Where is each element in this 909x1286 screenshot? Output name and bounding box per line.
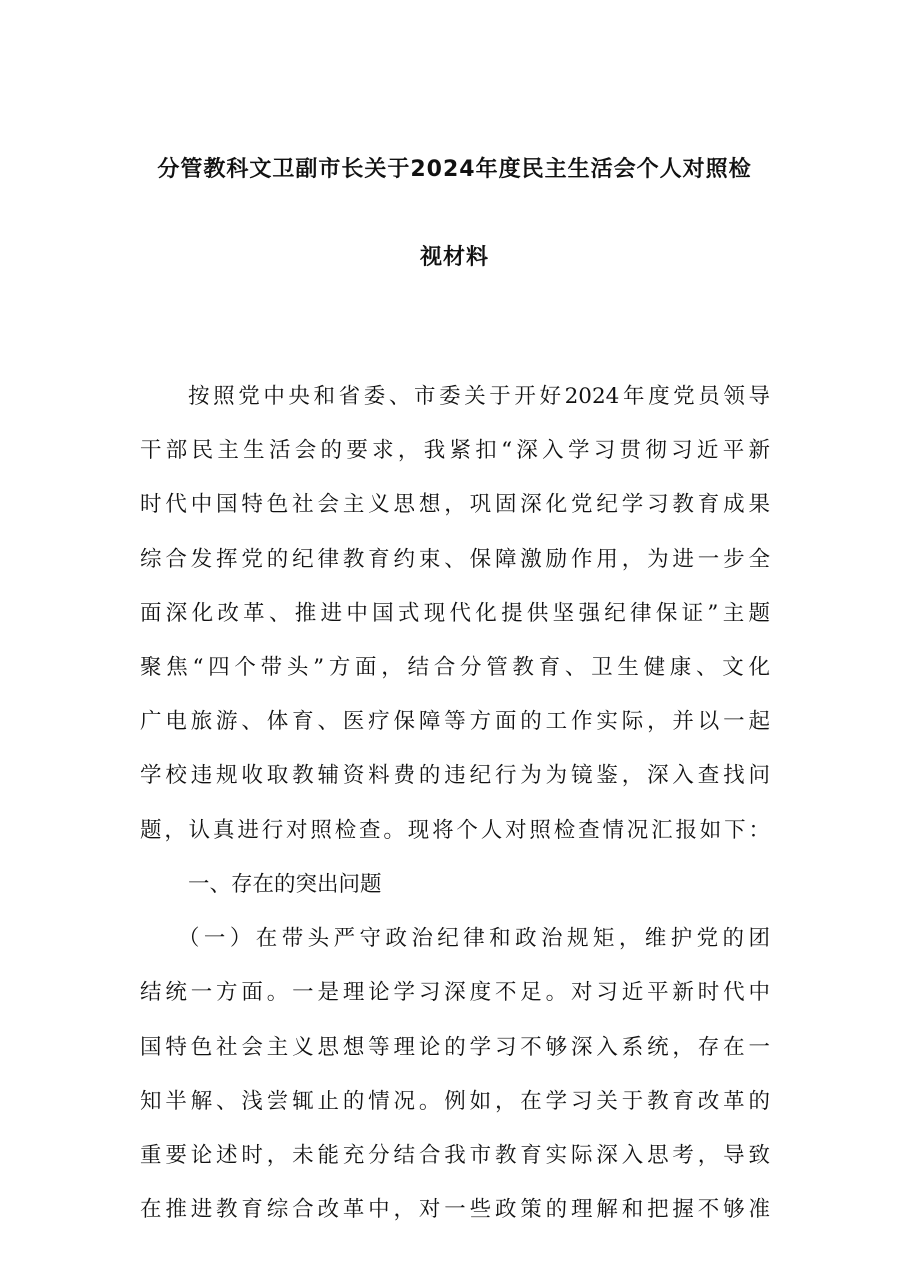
paragraph-line: 聚焦“四个带头”方面，结合分管教育、卫生健康、文化 [140, 655, 770, 680]
paragraph-line: 在推进教育综合改革中，对一些政策的理解和把握不够准 [140, 1197, 770, 1222]
paragraph-line: 学校违规收取教辅资料费的违纪行为为镜鉴，深入查找问 [140, 763, 770, 788]
section-heading: 一、存在的突出问题 [188, 872, 382, 897]
paragraph-line: 时代中国特色社会主义思想，巩固深化党纪学习教育成果 [140, 492, 770, 517]
document-title-line-1: 分管教科文卫副市长关于2024年度民主生活会个人对照检 [157, 157, 752, 182]
paragraph-line: 题，认真进行对照检查。现将个人对照检查情况汇报如下： [140, 818, 770, 843]
paragraph-line: 干部民主生活会的要求，我紧扣“深入学习贯彻习近平新 [140, 438, 770, 463]
paragraph-line: 面深化改革、推进中国式现代化提供坚强纪律保证”主题 [140, 601, 770, 626]
document-title-line-2: 视材料 [419, 245, 489, 270]
paragraph-line: 按照党中央和省委、市委关于开好2024年度党员领导 [188, 384, 770, 409]
paragraph-line: 知半解、浅尝辄止的情况。例如，在学习关于教育改革的 [140, 1089, 770, 1114]
paragraph-line: 国特色社会主义思想等理论的学习不够深入系统，存在一 [140, 1035, 770, 1060]
paragraph-line: 重要论述时，未能充分结合我市教育实际深入思考，导致 [140, 1143, 770, 1168]
paragraph-line: 结统一方面。一是理论学习深度不足。对习近平新时代中 [140, 980, 770, 1005]
paragraph-line: 综合发挥党的纪律教育约束、保障激励作用，为进一步全 [140, 547, 770, 572]
paragraph-line: 广电旅游、体育、医疗保障等方面的工作实际，并以一起 [140, 709, 770, 734]
paragraph-line: （一）在带头严守政治纪律和政治规矩，维护党的团 [178, 926, 770, 951]
